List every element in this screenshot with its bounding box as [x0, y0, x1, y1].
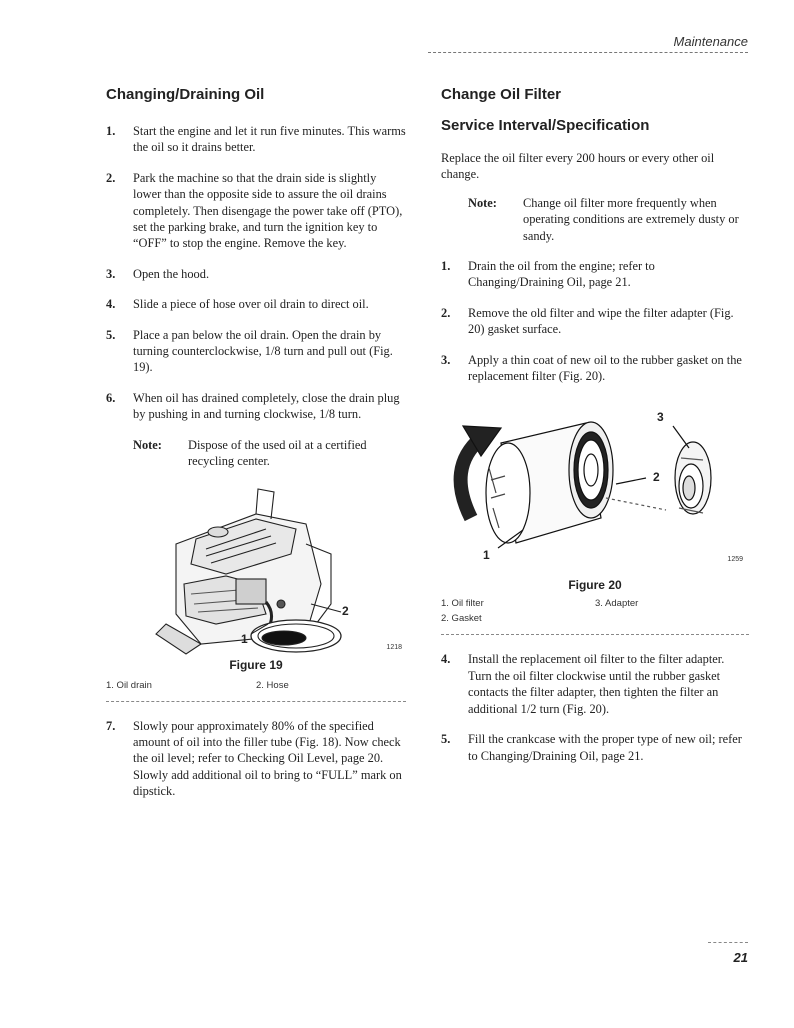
note-text: Change oil filter more frequently when operating conditions are extremely dusty or sandy.	[523, 195, 739, 243]
right-column	[441, 86, 749, 778]
legend-item: 2. Gasket	[441, 613, 482, 625]
step-number: 1.	[106, 124, 116, 138]
step-item	[106, 390, 406, 423]
callout-2: 2	[342, 603, 349, 618]
footer-rule	[708, 942, 748, 943]
step-item	[441, 651, 749, 717]
callout-3: 3	[657, 410, 664, 425]
step-item	[106, 170, 406, 252]
step-number: 7.	[106, 718, 116, 733]
step-text: Install the replacement oil filter to the filter adapter. Turn the oil filter clockwise until the rubber gasket contacts the filter adapter, then tighten the filter an additional 1/2 turn (Fig. 20).	[468, 652, 725, 716]
figure-code: 1259	[727, 556, 743, 564]
engine-drain-illustration	[106, 484, 406, 656]
step-number: 3.	[106, 266, 116, 281]
step-text: Start the engine and let it run five minutes. This warms the oil so it drains better.	[133, 124, 406, 155]
step-item	[441, 731, 749, 764]
step-item	[106, 718, 406, 800]
header-rule	[428, 52, 748, 53]
note-text: Dispose of the used oil at a certified recycling center.	[188, 437, 367, 469]
section-header: Maintenance	[673, 34, 748, 49]
step-item	[441, 258, 749, 291]
legend-col-1	[441, 598, 595, 624]
note-label: Note:	[133, 437, 162, 452]
step-number: 2.	[106, 170, 116, 185]
note-label: Note:	[468, 195, 497, 210]
left-column	[106, 86, 406, 814]
note-dispose-oil	[133, 437, 406, 470]
figure-legend	[106, 680, 406, 691]
subsection-title-service-interval: Service Interval/Specification	[441, 117, 650, 134]
step-number: 5.	[106, 327, 116, 342]
step-text: Slowly pour approximately 80% of the specified amount of oil into the filler tube (Fig. 18). Now check the oil level; refer to Checking Oil Level, page 20. Slowly add additional oil to bring to “FULL” mark on dipstick.	[133, 718, 402, 799]
legend-item: 3. Adapter	[595, 598, 639, 610]
step-number: 4.	[441, 652, 451, 667]
figure-20	[441, 398, 749, 570]
section-divider	[106, 701, 406, 702]
step-number: 6.	[106, 390, 116, 405]
figure-19	[106, 484, 406, 656]
step-number: 2.	[441, 305, 451, 320]
callout-2: 2	[653, 470, 660, 485]
step-text: Park the machine so that the drain side is slightly lower than the opposite side to assure the oil drains completely. Then disengage the power take off (PTO), set the parking brake, and turn the ignition key to “OFF” to stop the engine. Remove the key.	[133, 170, 403, 251]
section-divider	[441, 634, 749, 635]
step-item	[106, 327, 406, 376]
figure-code: 1218	[386, 643, 402, 651]
step-number: 4.	[106, 297, 116, 312]
step-text: When oil has drained completely, close the drain plug by pushing in and turning clockwise, 1/8 turn.	[133, 390, 400, 422]
step-text: Drain the oil from the engine; refer to Changing/Draining Oil, page 21.	[468, 259, 655, 290]
step-text: Apply a thin coat of new oil to the rubber gasket on the replacement filter (Fig. 20).	[468, 352, 742, 384]
figure-caption: Figure 19	[229, 657, 283, 672]
step-item	[106, 123, 406, 156]
step-number: 3.	[441, 352, 451, 367]
legend-item: 1. Oil drain	[106, 679, 152, 691]
section-title-change-filter: Change Oil Filter	[441, 86, 562, 103]
step-text: Remove the old filter and wipe the filter adapter (Fig. 20) gasket surface.	[468, 305, 734, 337]
step-item	[106, 296, 406, 312]
step-number: 1.	[441, 259, 451, 274]
step-text: Place a pan below the oil drain. Open the drain by turning counterclockwise, 1/8 turn and pull out (Fig. 19).	[133, 327, 393, 375]
step-item	[106, 266, 406, 282]
callout-1: 1	[483, 548, 490, 563]
step-item	[441, 352, 749, 385]
step-text: Open the hood.	[133, 266, 210, 281]
figure-legend	[441, 598, 749, 624]
step-text: Fill the crankcase with the proper type of new oil; refer to Changing/Draining Oil, page 21.	[468, 732, 742, 763]
step-number: 5.	[441, 732, 451, 747]
intro-paragraph: Replace the oil filter every 200 hours or every other oil change.	[441, 151, 715, 182]
page-number: 21	[733, 950, 748, 965]
legend-item: 2. Hose	[256, 679, 289, 691]
step-text: Slide a piece of hose over oil drain to direct oil.	[133, 297, 369, 312]
legend-item: 1. Oil filter	[441, 598, 484, 610]
step-item	[441, 305, 749, 338]
callout-1: 1	[241, 631, 248, 646]
note-filter-frequency	[468, 195, 749, 244]
section-title-changing-oil: Changing/Draining Oil	[106, 86, 265, 103]
oil-filter-illustration	[441, 398, 749, 570]
legend-col-2	[595, 598, 749, 624]
figure-caption: Figure 20	[568, 578, 622, 593]
